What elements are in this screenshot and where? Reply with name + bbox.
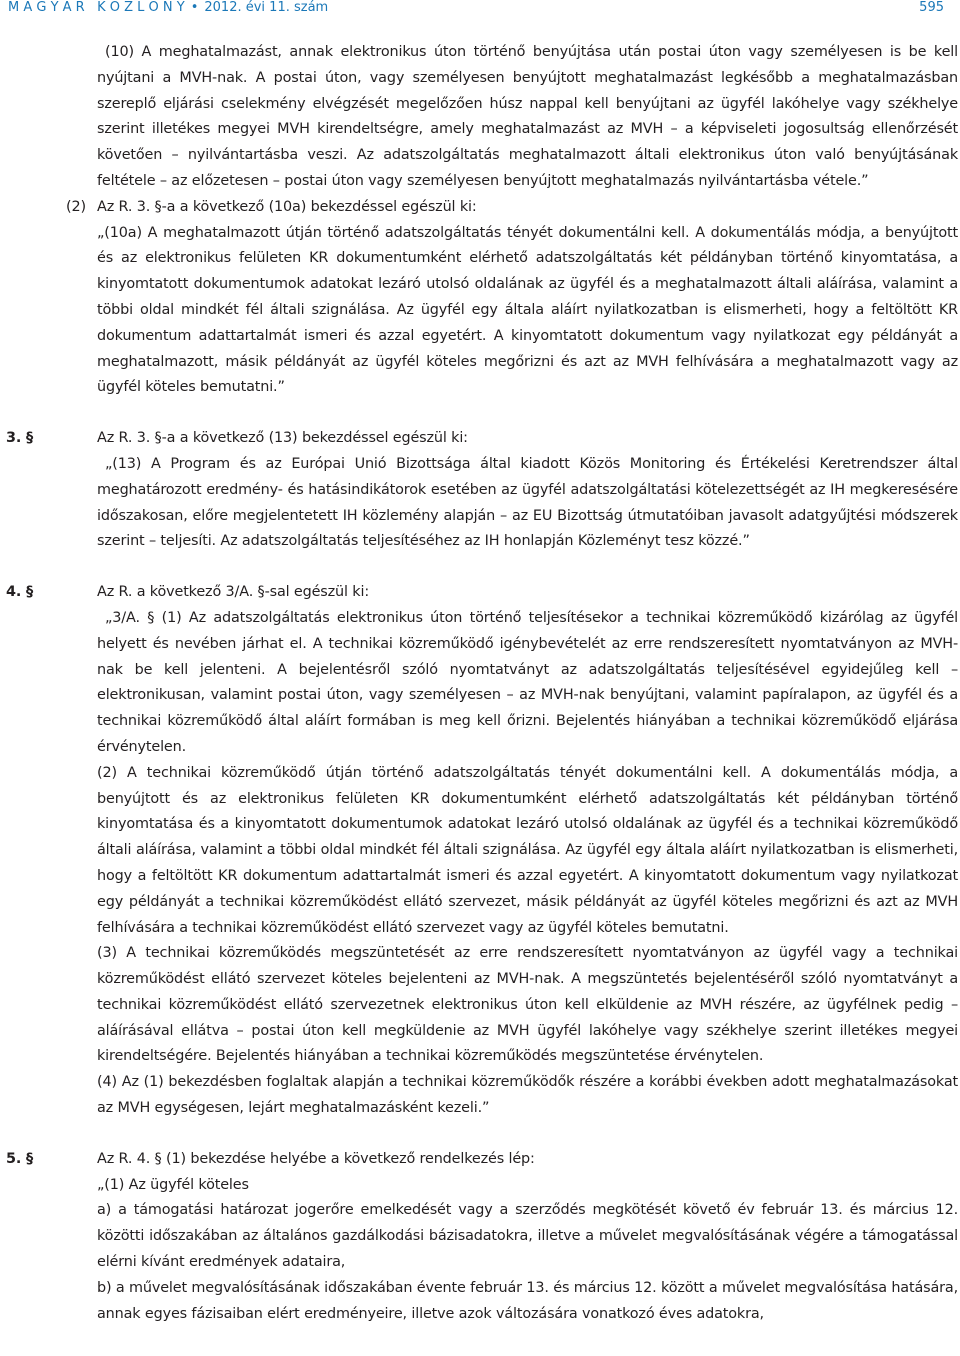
spacer	[0, 1122, 960, 1147]
issue-date: 2012. évi 11. szám	[204, 0, 329, 15]
header-left	[8, 0, 328, 15]
section-number: 3. §	[6, 430, 34, 447]
section-5-head	[0, 1147, 958, 1173]
page-header	[8, 0, 952, 20]
paragraph-2-intro-line	[0, 195, 958, 221]
section-4-paragraph-4: (4) Az (1) bekezdésben foglaltak alapján a technikai közreműködők részére a korábbi években adott meghatalmazásokat az MVH egységesen, lejárt meghatalmazásként kezeli.”	[97, 1074, 958, 1117]
section-4-intro: Az R. a következő 3/A. §-sal egészül ki:	[97, 584, 370, 601]
section-4-paragraph-2: (2) A technikai közreműködő útján történő adatszolgáltatás tényét dokumentálni kell. A dokumentálás módja, a benyújtott és az elektronikus felületen KR dokumentumként elérhető adatszolgáltatás két példányban történő kinyomtatása és a kinyomtatott dokumentumok adatokat lezáró utolsó oldalának az ügyfél és a technikai közreműködő általi aláírása, valamint a többi oldal mindkét fél általi szignálása. Az ügyfél egy általa aláírt nyilatkozatban is elismerheti, hogy a feltöltött KR dokumentum adattartalmát ismeri és azzal egyetért. A kinyomtatott dokumentum vagy nyilatkozat egy példányát a technikai közreműködést ellátó szervezet, másik példányát az ügyfél köteles megőrizni és azt az MVH felhívására a technikai közreműködést ellátó szervezet vagy az ügyfél köteles bemutatni.	[97, 764, 958, 936]
section-5-line-1: „(1) Az ügyfél köteles	[97, 1176, 249, 1193]
section-number: 4. §	[6, 584, 34, 601]
paragraph-10: (10) A meghatalmazást, annak elektronikus úton történő benyújtása után postai úton vagy személyesen is be kell nyújtani a MVH-nak. A postai úton, vagy személyesen benyújtott meghatalmazást legkésőbb a meghatalmazásban szereplő eljárási cselekmény elvégzését megelőzően húsz nappal kell benyújtani az ügyfél lakóhelye vagy székhelye szerint illetékes megyei MVH kirendeltségre, amely meghatalmazást az MVH – a képviseleti jogosultság ellenőrzését követően – nyilvántartásba veszi. Az adatszolgáltatás meghatalmazott általi elektronikus úton való benyújtásának feltétele – az előzetesen – postai úton vagy személyesen benyújtott meghatalmazás nyilvántartásba vétele.”	[97, 44, 958, 189]
section-5-item-a: a) a támogatási határozat jogerőre emelkedését vagy a szerződés megkötését követő év február 13. és március 12. közötti időszakában az általános gazdálkodási bázisadatokra, illetve a művelet megvalósításának végére a támogatással elérni kívánt eredmények adataira,	[97, 1202, 958, 1271]
section-3-intro: Az R. 3. §-a a következő (13) bekezdéssel egészül ki:	[97, 430, 468, 447]
section-3-head	[0, 426, 958, 452]
section-number: 5. §	[6, 1150, 34, 1167]
spacer	[0, 555, 960, 580]
section-4-head	[0, 580, 958, 606]
page-number: 595	[919, 0, 944, 15]
section-5-item-b: b) a művelet megvalósításának időszakában évente február 13. és március 12. között a művelet megvalósítása hatására, annak egyes fázisaiban elért eredményeire, illetve azok változására vonatkozó éves adatokra,	[97, 1279, 958, 1322]
spacer	[0, 401, 960, 426]
document-body	[0, 40, 960, 1327]
bullet-separator: •	[190, 0, 199, 15]
section-4-paragraph-1: „3/A. § (1) Az adatszolgáltatás elektronikus úton történő teljesítésekor a technikai közreműködő kizárólag az ügyfél helyett és nevében járhat el. A technikai közreműködő igénybevételét az erre rendszeresített nyomtatványon az MVH-nak be kell jelenteni. A bejelentésről szóló nyomtatványt az adatszolgáltatás teljesítésével egyidejűleg kell – elektronikusan, valamint postai úton, vagy személyesen – az MVH-nak benyújtani, valamint papíralapon, az ügyfél és a technikai közreműködő által aláírt formában is meg kell őrizni. Bejelentés hiányában a technikai közreműködő eljárása érvénytelen.	[97, 609, 958, 755]
paragraph-13: „(13) A Program és az Európai Unió Bizottsága által kiadott Közös Monitoring és Értékelési Keretrendszer által meghatározott eredmény- és hatásindikátorok esetében az ügyfél adatszolgáltatási kötelezettségét az IH megkeresésére időszakosan, előre megjelentetett IH közlemény alapján – az EU Bizottság útmutatóiban javasolt adatgyűjtési módszerek szerint – teljesíti. Az adatszolgáltatás teljesítéséhez az IH honlapján Közleményt tesz közzé.”	[97, 455, 958, 550]
paragraph-2-intro: Az R. 3. §-a a következő (10a) bekezdéssel egészül ki:	[97, 198, 477, 215]
section-4-paragraph-3: (3) A technikai közreműködés megszüntetését az erre rendszeresített nyomtatványon az ügyfél vagy a technikai közreműködést ellátó szervezet köteles bejelenteni az MVH-nak. A megszüntetés bejelentéséről szóló nyomtatványt a technikai közreműködést ellátó szervezetnek elektronikus úton kell elküldenie az MVH részére, az ügyfélnek pedig – aláírásával ellátva – postai úton kell megküldenie az MVH ügyfél lakóhelye vagy székhelye szerint illetékes megyei kirendeltségére. Bejelentés hiányában a technikai közreműködés megszüntetése érvénytelen.	[97, 945, 958, 1065]
paragraph-10a: „(10a) A meghatalmazott útján történő adatszolgáltatás tényét dokumentálni kell. A dokumentálás módja, a benyújtott és az elektronikus felületen KR dokumentumként elérhető adatszolgáltatás két példányban történő kinyomtatása, a kinyomtatott dokumentumok adatokat lezáró utolsó oldalának az ügyfél és a meghatalmazott általi aláírása, valamint a többi oldal mindkét fél általi szignálása. Az ügyfél egy általa aláírt nyilatkozatban is elismerheti, hogy a feltöltött KR dokumentum adattartalmát ismeri és azzal egyetért. A kinyomtatott dokumentum vagy nyilatkozat egy példányát a meghatalmazott, másik példányát az ügyfél köteles megőrizni és azt az MVH felhívására a meghatalmazott vagy az ügyfél köteles bemutatni.”	[97, 224, 958, 396]
paragraph-number: (2)	[66, 198, 86, 215]
section-5-intro: Az R. 4. § (1) bekezdése helyébe a következő rendelkezés lép:	[97, 1150, 535, 1167]
journal-title: M A G Y A R K Ö Z L Ö N Y	[8, 0, 185, 15]
